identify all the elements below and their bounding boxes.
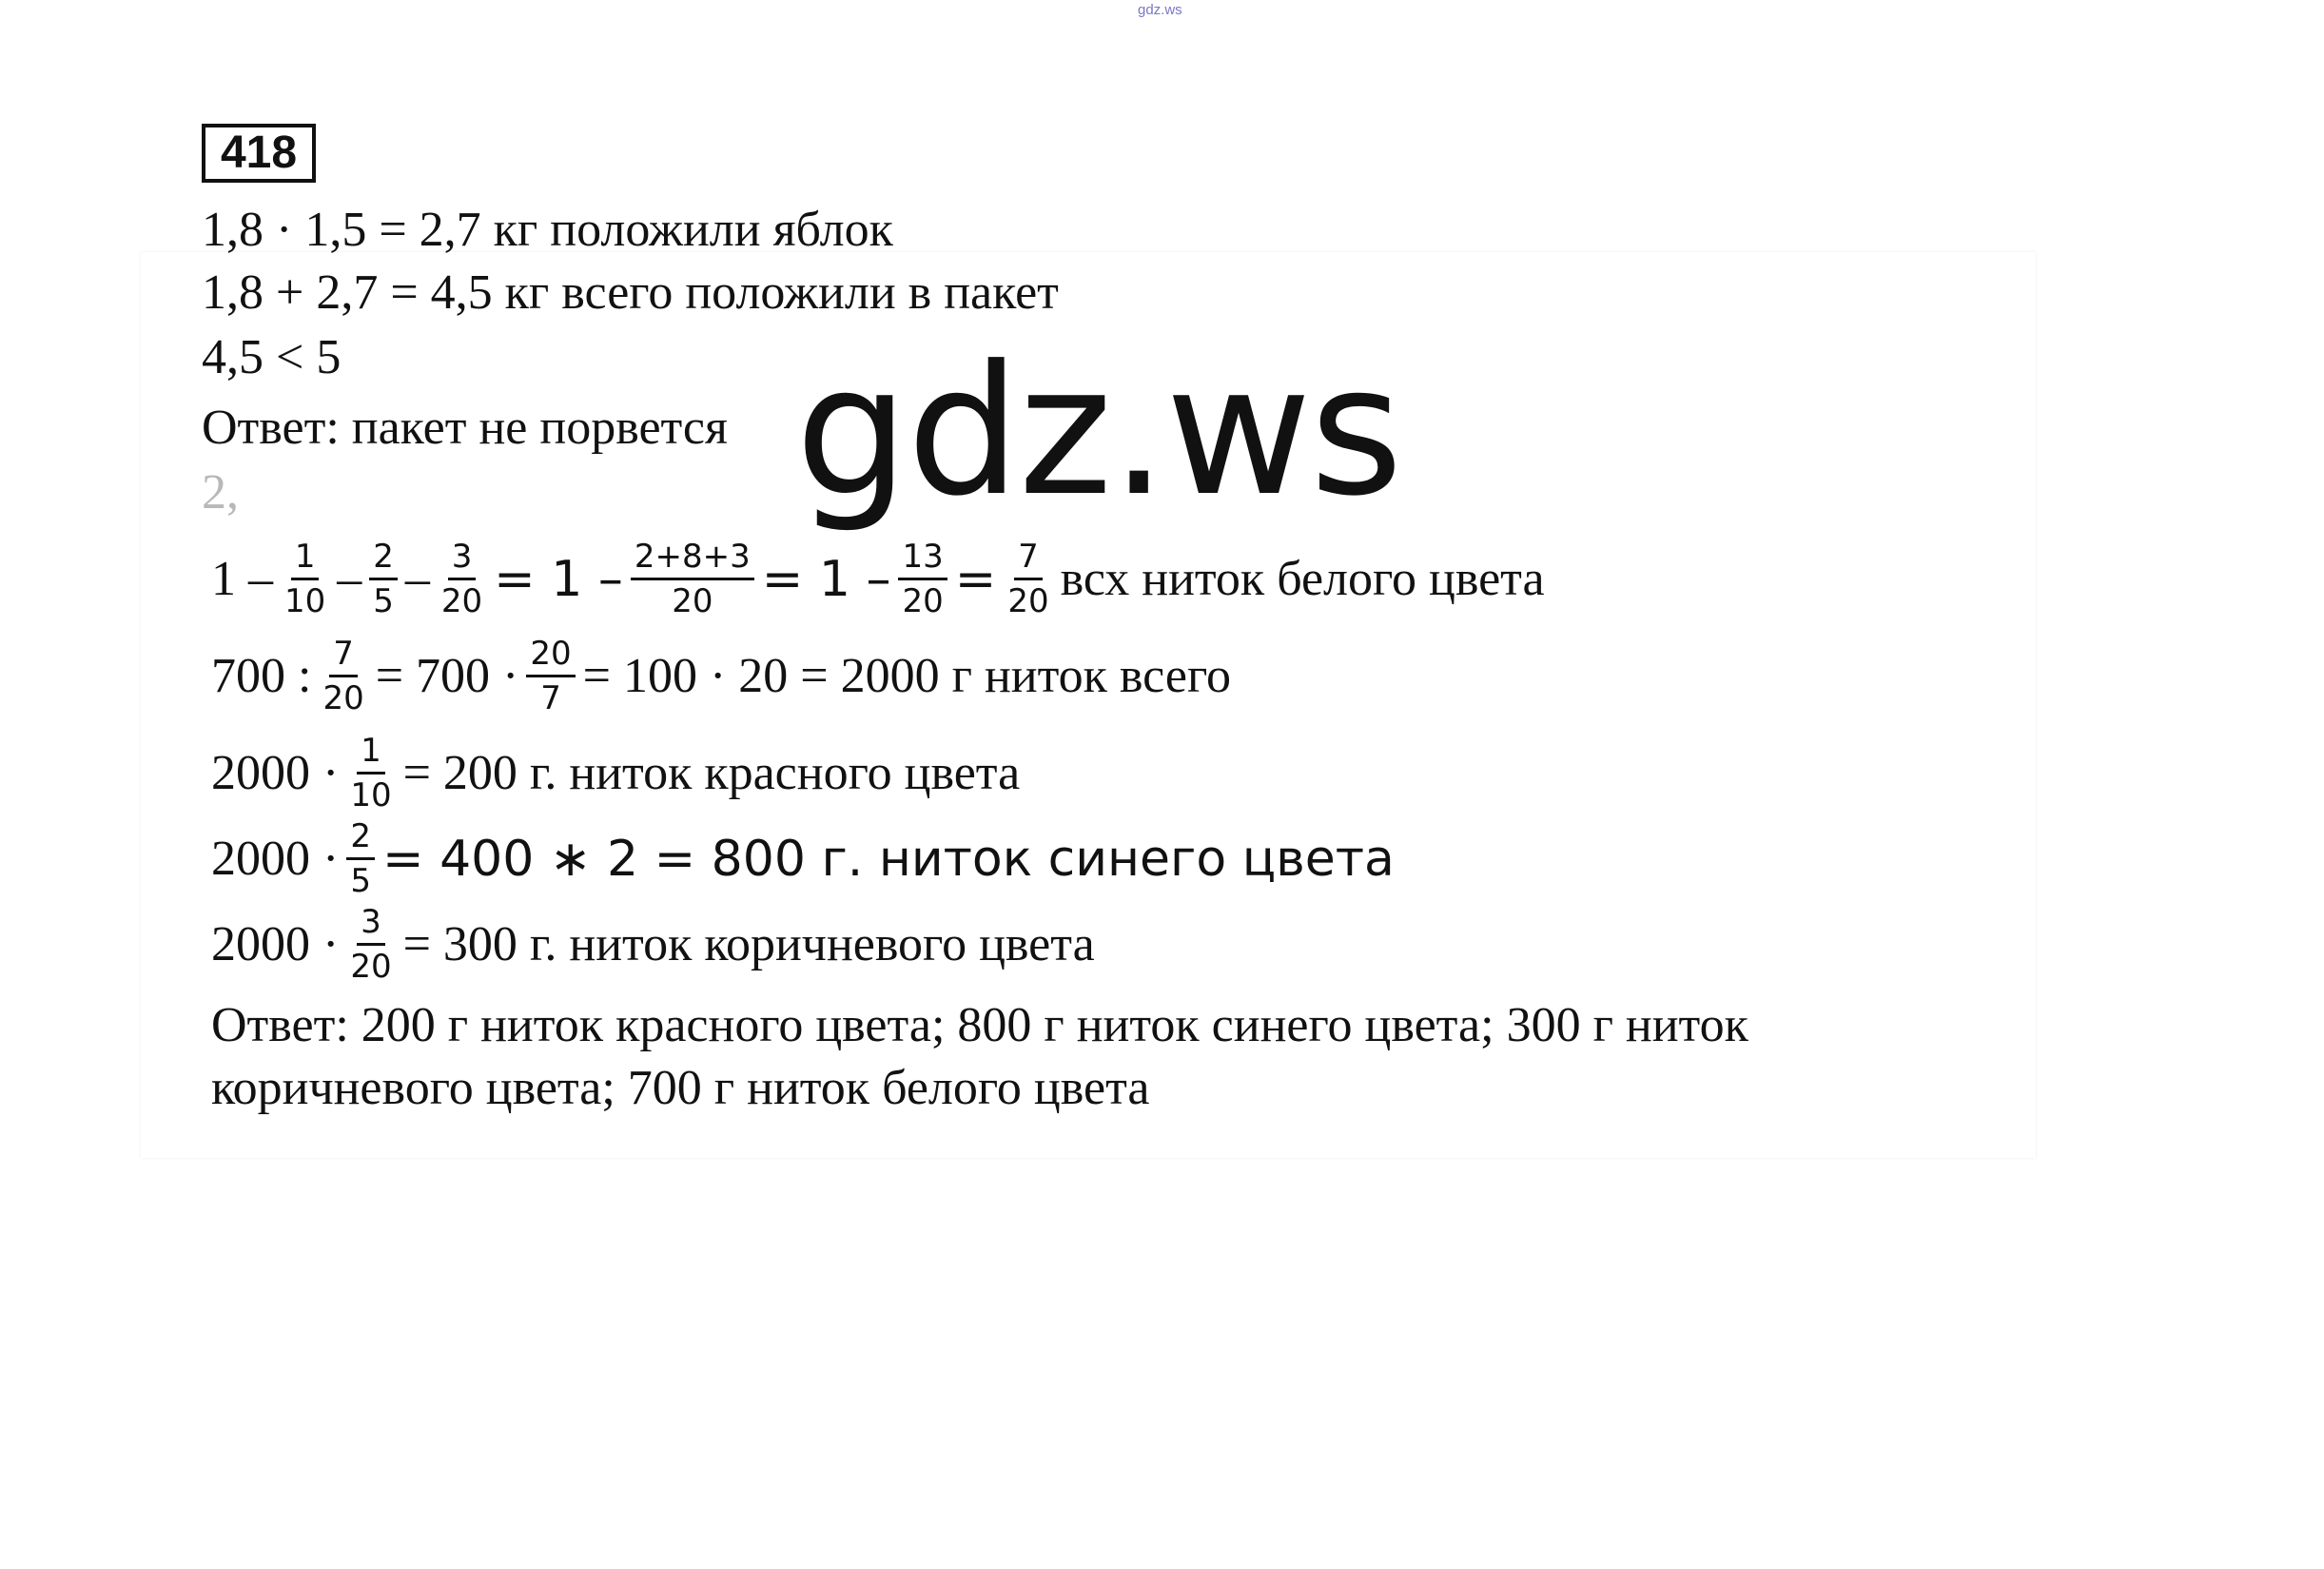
part1-answer: Ответ: пакет не порвется (202, 401, 728, 455)
frac-num: 3 (448, 539, 477, 580)
eq5-tail: = 300 г. ниток коричневого цвета (402, 917, 1095, 972)
part2-answer-line2: коричневого цвета; 700 г ниток белого цвета (211, 1061, 1150, 1115)
part1-line2: 1,8 + 2,7 = 4,5 кг всего положили в пакет (202, 265, 1059, 320)
frac-den: 5 (350, 862, 371, 901)
eq1-equals-3: = (954, 550, 997, 608)
fraction-sum-20 (631, 539, 754, 619)
equation-total (211, 636, 1231, 716)
frac-den: 5 (373, 582, 394, 621)
eq3-tail: = 200 г. ниток красного цвета (402, 746, 1021, 801)
fraction-1-10 (281, 539, 329, 619)
frac-den: 7 (540, 679, 561, 718)
fraction-7-20 (1004, 539, 1052, 619)
frac-den: 20 (322, 679, 364, 718)
eq4-lead: 2000 · (211, 832, 340, 887)
frac-num: 2 (346, 818, 375, 860)
eq4-tail: = 400 ∗ 2 = 800 г. ниток синего цвета (381, 830, 1395, 888)
eq1-tail: всх ниток белого цвета (1060, 552, 1545, 607)
part2-marker: 2, (202, 465, 239, 520)
frac-num: 13 (898, 539, 947, 580)
equation-brown (211, 904, 1095, 985)
eq1-minus-2: – (404, 552, 430, 607)
equation-white-fraction (211, 539, 1545, 619)
eq5-lead: 2000 · (211, 917, 340, 972)
frac-den: 20 (672, 582, 713, 621)
frac-den: 20 (902, 582, 944, 621)
eq1-minus-1: – (337, 552, 362, 607)
fraction-2-5 (369, 539, 398, 619)
frac-den: 10 (284, 582, 326, 621)
frac-num: 2 (369, 539, 398, 580)
frac-num: 1 (357, 733, 385, 775)
fraction-1-10 (346, 733, 395, 814)
frac-num: 7 (329, 636, 358, 677)
fraction-3-20 (438, 539, 486, 619)
fraction-7-20 (319, 636, 367, 716)
site-mark: gdz.ws (1138, 2, 1182, 18)
frac-num: 7 (1014, 539, 1043, 580)
frac-den: 20 (440, 582, 483, 621)
fraction-3-20 (346, 904, 395, 985)
fraction-13-20 (898, 539, 947, 619)
task-number-box: 418 (202, 124, 316, 183)
frac-num: 2+8+3 (631, 539, 754, 580)
part1-line1: 1,8 · 1,5 = 2,7 кг положили яблок (202, 203, 893, 257)
equation-red (211, 733, 1020, 814)
frac-num: 3 (357, 904, 385, 946)
equation-blue (211, 818, 1395, 899)
frac-den: 20 (1007, 582, 1049, 621)
part2-answer-line1: Ответ: 200 г ниток красного цвета; 800 г ниток синего цвета; 300 г ниток (211, 998, 1748, 1052)
eq3-lead: 2000 · (211, 746, 340, 801)
eq1-lead: 1 – (211, 552, 273, 607)
part1-line3: 4,5 < 5 (202, 330, 342, 384)
fraction-2-5 (346, 818, 375, 899)
eq2-tail: = 100 · 20 = 2000 г ниток всего (582, 649, 1231, 704)
eq1-equals-2: = 1 – (761, 550, 891, 608)
frac-den: 10 (350, 776, 392, 815)
frac-num: 1 (291, 539, 320, 580)
frac-num: 20 (526, 636, 575, 677)
fraction-20-7 (526, 636, 575, 716)
eq2-lead: 700 : (211, 649, 312, 704)
eq2-mid: = 700 · (375, 649, 519, 704)
watermark: gdz.ws (795, 327, 1401, 536)
eq1-equals-1: = 1 – (494, 550, 623, 608)
frac-den: 20 (350, 948, 392, 987)
